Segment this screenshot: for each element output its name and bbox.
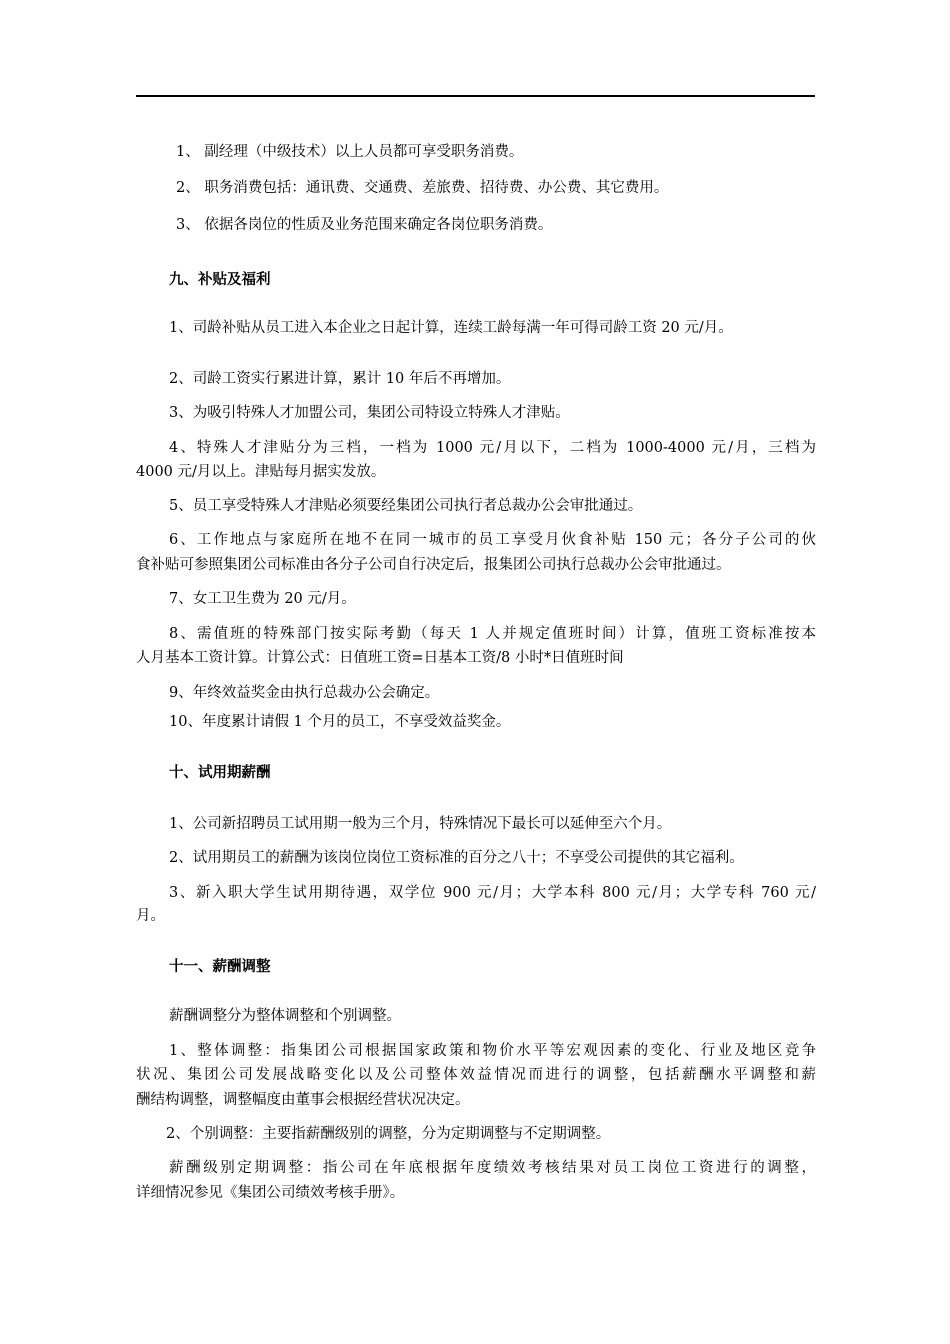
paragraph-line: 9、年终效益奖金由执行总裁办公会确定。 xyxy=(169,685,440,701)
paragraph-line: 2、司龄工资实行累进计算，累计 10 年后不再增加。 xyxy=(169,371,511,387)
paragraph-line: 4、特殊人才津贴分为三档，一档为 1000 元/月以下，二档为 1000-4000 元/月，三档为 xyxy=(169,440,816,456)
paragraph-line: 薪酬调整分为整体调整和个别调整。 xyxy=(169,1008,401,1024)
paragraph-line: 3、为吸引特殊人才加盟公司，集团公司特设立特殊人才津贴。 xyxy=(169,405,570,421)
paragraph-line: 1、公司新招聘员工试用期一般为三个月，特殊情况下最长可以延伸至六个月。 xyxy=(169,816,672,832)
paragraph-line: 8、需值班的特殊部门按实际考勤（每天 1 人并规定值班时间）计算，值班工资标准按本 xyxy=(169,626,816,642)
section-heading: 十、试用期薪酬 xyxy=(169,765,271,781)
paragraph-line: 5、员工享受特殊人才津贴必须要经集团公司执行者总裁办公会审批通过。 xyxy=(169,498,643,514)
paragraph-line: 详细情况参见《集团公司绩效考核手册》。 xyxy=(136,1185,405,1201)
header-rule xyxy=(136,95,815,97)
paragraph-line: 食补贴可参照集团公司标准由各分子公司自行决定后，报集团公司执行总裁办公会审批通过。 xyxy=(136,557,731,573)
list-item: 1、 副经理（中级技术）以上人员都可享受职务消费。 xyxy=(176,144,524,160)
paragraph-line: 4000 元/月以上。津贴每月据实发放。 xyxy=(136,464,386,480)
section-heading: 十一、薪酬调整 xyxy=(169,959,271,975)
list-item: 2、 职务消费包括：通讯费、交通费、差旅费、招待费、办公费、其它费用。 xyxy=(176,180,669,196)
paragraph-line: 人月基本工资计算。计算公式：日值班工资=日基本工资/8 小时*日值班时间 xyxy=(136,650,624,666)
paragraph-line: 6、工作地点与家庭所在地不在同一城市的员工享受月伙食补贴 150 元；各分子公司的伙 xyxy=(169,532,816,548)
paragraph-line: 薪酬级别定期调整：指公司在年底根据年度绩效考核结果对员工岗位工资进行的调整， xyxy=(169,1160,816,1176)
paragraph-line: 10、年度累计请假 1 个月的员工，不享受效益奖金。 xyxy=(169,714,511,730)
paragraph-line: 1、整体调整：指集团公司根据国家政策和物价水平等宏观因素的变化、行业及地区竞争 xyxy=(169,1043,816,1059)
paragraph-line: 状况、集团公司发展战略变化以及公司整体效益情况而进行的调整，包括薪酬水平调整和薪 xyxy=(136,1067,816,1083)
paragraph-line: 2、个别调整：主要指薪酬级别的调整，分为定期调整与不定期调整。 xyxy=(166,1126,611,1142)
paragraph-line: 月。 xyxy=(136,908,165,924)
list-item: 3、 依据各岗位的性质及业务范围来确定各岗位职务消费。 xyxy=(176,217,553,233)
paragraph-line: 1、司龄补贴从员工进入本企业之日起计算，连续工龄每满一年可得司龄工资 20 元/月。 xyxy=(169,320,733,336)
paragraph-line: 7、女工卫生费为 20 元/月。 xyxy=(169,591,356,607)
paragraph-line: 2、试用期员工的薪酬为该岗位岗位工资标准的百分之八十；不享受公司提供的其它福利。 xyxy=(169,850,744,866)
paragraph-line: 酬结构调整，调整幅度由董事会根据经营状况决定。 xyxy=(136,1092,470,1108)
section-heading: 九、补贴及福利 xyxy=(169,272,271,288)
paragraph-line: 3、新入职大学生试用期待遇，双学位 900 元/月；大学本科 800 元/月；大学专科 760 元/ xyxy=(169,885,816,901)
